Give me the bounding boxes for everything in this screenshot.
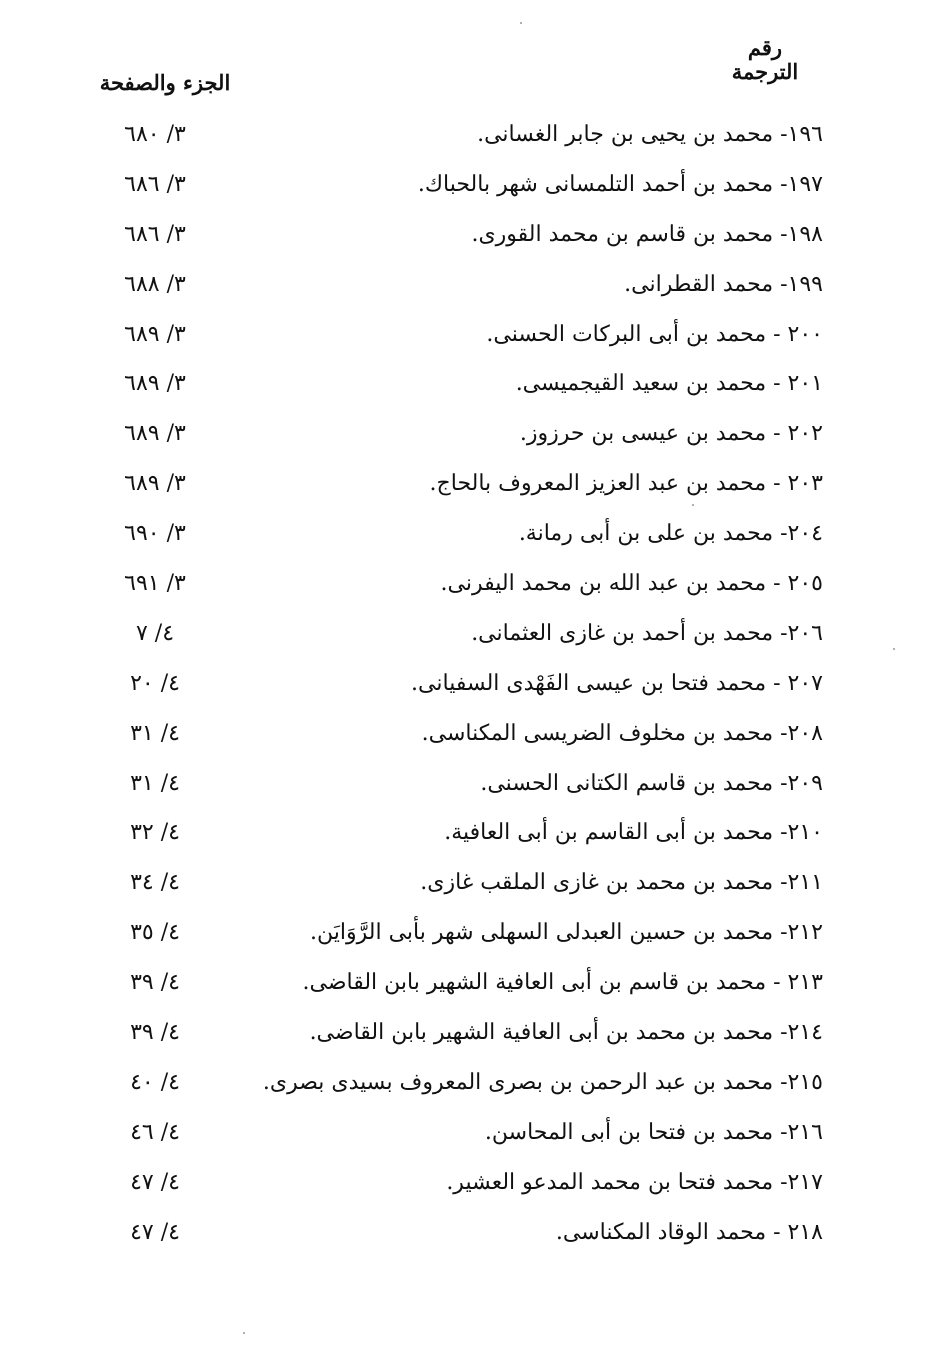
entry-reference: ٤/ ٤٠	[130, 1069, 180, 1095]
entry-title: ٢٠٤- محمد بن على بن أبى رمانة.	[518, 521, 823, 547]
entry-reference: ٤/ ٣٤	[130, 870, 180, 896]
entry-title: ١٩٨- محمد بن قاسم بن محمد القورى.	[471, 221, 823, 247]
list-item	[0, 611, 938, 661]
column-header-entry-number	[710, 36, 820, 84]
column-header-volume-page: الجزء والصفحة	[99, 70, 231, 95]
entry-reference: ٤/ ٣٥	[130, 920, 180, 946]
entry-reference: ٣/ ٦٩٠	[124, 521, 186, 547]
list-item	[0, 1060, 938, 1110]
list-item	[0, 1160, 938, 1210]
entry-title: ٢٠٣ - محمد بن عبد العزيز المعروف بالحاج.	[429, 471, 823, 497]
entry-title: ١٩٩- محمد القطرانى.	[624, 271, 823, 297]
list-item	[0, 312, 938, 362]
list-item	[0, 1210, 938, 1260]
entry-title: ٢١٤- محمد بن محمد بن أبى العافية الشهير بابن القاضى.	[309, 1020, 823, 1046]
list-item	[0, 361, 938, 411]
column-header-entry-number-line1: رقم	[747, 35, 783, 60]
entry-title: ١٩٧- محمد بن أحمد التلمسانى شهر بالحباك.	[417, 171, 823, 197]
entry-reference: ٣/ ٦٨٦	[124, 221, 186, 247]
entry-title: ٢٠٨- محمد بن مخلوف الضريسى المكناسى.	[421, 720, 823, 746]
entry-reference: ٤/ ٣١	[130, 720, 180, 746]
entry-title: ٢١١- محمد بن محمد بن غازى الملقب غازى.	[420, 870, 823, 896]
entry-title: ٢١٧- محمد فتحا بن محمد المدعو العشير.	[446, 1169, 823, 1195]
entry-title: ١٩٦- محمد بن يحيى بن جابر الغسانى.	[477, 122, 823, 147]
entry-reference: ٤/ ٤٧	[130, 1219, 180, 1245]
entry-title: ٢٠٠ - محمد بن أبى البركات الحسنى.	[486, 321, 823, 347]
list-item	[0, 411, 938, 461]
scan-speck	[243, 1332, 245, 1334]
entries-list	[0, 112, 938, 1259]
entry-reference: ٣/ ٦٨٩	[124, 421, 186, 447]
entry-title: ٢٠٥ - محمد بن عبد الله بن محمد اليفرنى.	[440, 571, 823, 597]
entry-title: ٢١٢- محمد بن حسين العبدلى السهلى شهر بأبى الرَّوَايَن.	[310, 920, 823, 946]
entry-reference: ٤/ ٣٩	[130, 1020, 180, 1046]
list-item	[0, 661, 938, 711]
scan-speck	[893, 648, 895, 650]
list-item	[0, 112, 938, 162]
entry-reference: ٤/ ٢٠	[130, 670, 180, 696]
list-item	[0, 1110, 938, 1160]
entry-reference: ٣/ ٦٨٦	[124, 171, 186, 197]
list-item	[0, 212, 938, 262]
list-item	[0, 810, 938, 860]
list-item	[0, 561, 938, 611]
entry-reference: ٣/ ٦٨٩	[124, 471, 186, 497]
entry-reference: ٣/ ٦٩١	[124, 571, 186, 597]
entry-reference: ٣/ ٦٨٩	[124, 321, 186, 347]
entry-title: ٢٠٩- محمد بن قاسم الكتانى الحسنى.	[480, 770, 823, 796]
entry-reference: ٤/ ٣١	[130, 770, 180, 796]
list-item	[0, 461, 938, 511]
entry-title: ٢١٠- محمد بن أبى القاسم بن أبى العافية.	[444, 820, 823, 846]
entry-reference: ٤/ ٣٩	[130, 970, 180, 996]
entry-title: ٢١٨ - محمد الوقاد المكناسى.	[555, 1219, 823, 1245]
entry-title: ٢٠١ - محمد بن سعيد القيجميسى.	[515, 371, 823, 397]
list-item	[0, 511, 938, 561]
list-item	[0, 262, 938, 312]
list-item	[0, 860, 938, 910]
entry-reference: ٤/ ٤٧	[130, 1169, 180, 1195]
scan-speck	[520, 22, 522, 24]
list-item	[0, 761, 938, 811]
entry-reference: ٤/ ٧	[135, 620, 175, 646]
list-item	[0, 711, 938, 761]
entry-title: ٢٠٢ - محمد بن عيسى بن حرزوز.	[519, 421, 823, 447]
entry-title: ٢١٦- محمد بن فتحا بن أبى المحاسن.	[484, 1119, 823, 1145]
entry-reference: ٣/ ٦٨٠	[124, 122, 186, 147]
scan-speck	[692, 504, 694, 506]
entry-reference: ٤/ ٤٦	[130, 1119, 180, 1145]
list-item	[0, 910, 938, 960]
entry-title: ٢١٣ - محمد بن قاسم بن أبى العافية الشهير بابن القاضى.	[302, 970, 823, 996]
entry-reference: ٤/ ٣٢	[130, 820, 180, 846]
entry-reference: ٣/ ٦٨٨	[124, 271, 186, 297]
entry-reference: ٣/ ٦٨٩	[124, 371, 186, 397]
list-item	[0, 1010, 938, 1060]
entry-title: ٢٠٧ - محمد فتحا بن عيسى الفَهْدى السفيانى.	[411, 670, 823, 696]
column-header-entry-number-line2: الترجمة	[731, 59, 799, 84]
entry-title: ٢٠٦- محمد بن أحمد بن غازى العثمانى.	[471, 620, 823, 646]
list-item	[0, 162, 938, 212]
list-item	[0, 960, 938, 1010]
entry-title: ٢١٥- محمد بن عبد الرحمن بن بصرى المعروف بسيدى بصرى.	[262, 1069, 823, 1095]
